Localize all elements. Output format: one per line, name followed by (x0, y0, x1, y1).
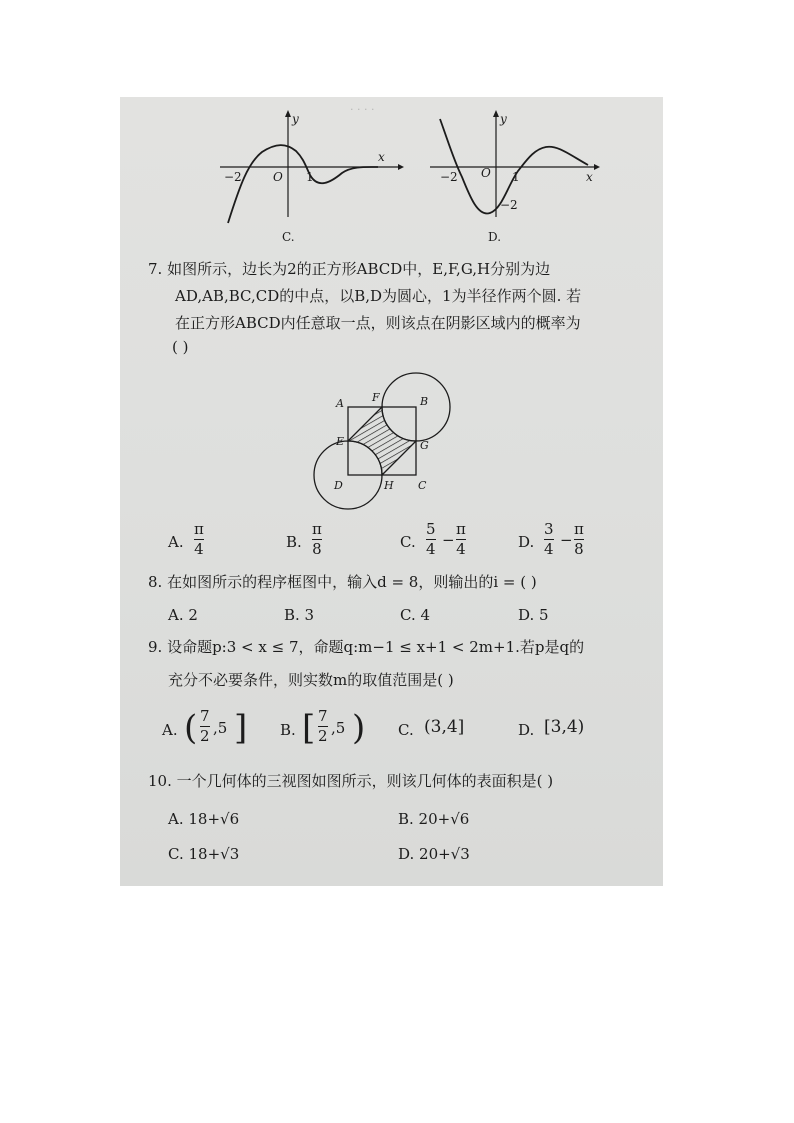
label-d: D (334, 479, 343, 492)
q10-option-c: C. 18+√3 (168, 845, 240, 863)
label-f: F (372, 391, 380, 404)
graph-c-caption: C. (282, 230, 295, 244)
graph-c-tick-neg2: −2 (224, 170, 242, 184)
shaded-region (348, 407, 416, 475)
q9-line2: 充分不必要条件，则实数m的取值范围是( ) (168, 671, 454, 689)
q7-line2: AD,AB,BC,CD的中点，以B,D为圆心，1为半径作两个圆. 若 (175, 287, 582, 305)
q9-line1: 9. 设命题p:3 < x ≤ 7，命题q:m−1 ≤ x+1 < 2m+1.若p是q的 (148, 638, 585, 656)
graph-d-caption: D. (488, 230, 502, 244)
q7-paren: ( ) (172, 338, 189, 356)
graph-d-y-label: y (500, 112, 507, 126)
graph-d (428, 105, 608, 245)
q8-line: 8. 在如图所示的程序框图中，输入d = 8，则输出的i = ( ) (148, 573, 537, 591)
q8-option-d: D. 5 (518, 606, 549, 624)
q10-option-a: A. 18+√6 (168, 810, 240, 828)
graph-c (218, 105, 408, 245)
label-a: A (336, 397, 344, 410)
q8-option-c: C. 4 (400, 606, 431, 624)
q7-line3: 在正方形ABCD内任意取一点，则该点在阴影区域内的概率为 (175, 314, 581, 332)
q7-figure (300, 365, 460, 515)
graph-d-y-tick-neg2: −2 (500, 198, 518, 212)
label-b: B (420, 395, 429, 408)
q8-option-a: A. 2 (168, 606, 198, 624)
graph-d-x-label: x (586, 170, 593, 184)
graph-d-origin: O (481, 166, 491, 180)
q7-line1: 7. 如图所示，边长为2的正方形ABCD中，E,F,G,H分别为边 (148, 260, 551, 278)
q10-line: 10. 一个几何体的三视图如图所示，则该几何体的表面积是( ) (148, 772, 554, 790)
q10-option-b: B. 20+√6 (398, 810, 470, 828)
graph-c-tick-1: 1 (306, 170, 314, 184)
label-h: H (384, 479, 394, 492)
label-e: E (336, 435, 345, 448)
graph-d-tick-1: 1 (512, 170, 520, 184)
q8-option-b: B. 3 (284, 606, 315, 624)
graph-c-x-label: x (378, 150, 385, 164)
label-c: C (418, 479, 427, 492)
graph-c-y-label: y (292, 112, 299, 126)
scanned-page: · · · · y x −2 O 1 C. y x −2 O 1 −2 D. 7. 如图所示，边长为2的正方形ABCD中，E,F,G,H分别为边 AD,AB,BC,CD的中点，以B,D为圆心，1为半径作两个圆. 若 在正方形ABCD内任意取一点，则该点在阴影区域内的概率为 ( ) A F B E G D H C A. π 4 B. π 8 C. 5 4 − π 4 D. 3 4 − π 8 8. 在如图所示的程序框图中，输入d = 8，则输出的i = ( ) A. 2 B. 3 C. 4 D. 5 9. 设命题p:3 < x ≤ 7，命题q:m−1 ≤ x+1 < 2m+1.若p是q的 充分不必要条件，则实数m的取值范围是( ) A. ( 7 2 ,5 ] B. [ 7 2 ,5 ) C. (3,4] D. [3,4) 10. 一个几何体的三视图如图所示，则该几何体的表面积是( ) A. 18+√6 B. 20+√6 C. 18+√3 D. 20+√3 (120, 97, 663, 886)
graph-c-origin: O (273, 170, 283, 184)
q10-option-d: D. 20+√3 (398, 845, 470, 863)
bleed-through: · · · · (350, 103, 375, 116)
graph-d-tick-neg2: −2 (440, 170, 458, 184)
graph-c-curve (228, 145, 378, 223)
label-g: G (420, 439, 429, 452)
